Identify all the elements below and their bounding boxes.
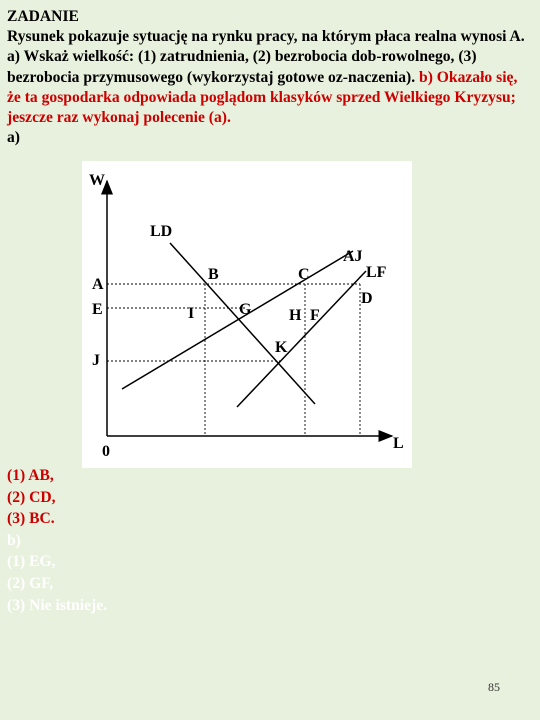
curve-lf-label: LF bbox=[366, 264, 387, 281]
point-f-label: F bbox=[310, 307, 320, 324]
labor-market-diagram bbox=[82, 161, 412, 468]
point-b-label: B bbox=[208, 266, 219, 283]
point-k-label: K bbox=[275, 339, 288, 356]
dotted-guides bbox=[107, 284, 360, 436]
answer-a-2: (2) CD, bbox=[7, 488, 56, 506]
point-i-label: I bbox=[188, 305, 195, 322]
wage-j-label: J bbox=[92, 352, 100, 369]
answer-b-label: b) bbox=[7, 531, 21, 549]
point-g-label: G bbox=[239, 301, 252, 318]
wage-e-label: E bbox=[92, 301, 103, 318]
answer-a-3: (3) BC. bbox=[7, 510, 55, 528]
page-number: 85 bbox=[488, 680, 500, 694]
point-d-label: D bbox=[361, 290, 373, 307]
axis-x-label: L bbox=[393, 435, 404, 452]
point-h-label: H bbox=[289, 307, 302, 324]
point-c-label: C bbox=[298, 266, 310, 283]
task-part-b: b) Okazało się, że ta gospodarka odpowiada poglądom klasyków sprzed Wielkiego Kryzysu; jeszcze raz wykonaj polecenie (a). bbox=[7, 68, 518, 127]
curve-ld-label: LD bbox=[150, 223, 173, 240]
curve-aj-label: AJ bbox=[343, 248, 363, 265]
answer-b-1: (1) EG, bbox=[7, 553, 56, 571]
origin-label: 0 bbox=[102, 443, 110, 460]
answers-block bbox=[7, 465, 107, 616]
answer-b-2: (2) GF, bbox=[7, 574, 54, 592]
answer-b-3: (3) Nie istnieje. bbox=[7, 596, 108, 614]
axis-y-label: W bbox=[89, 172, 105, 189]
task-text bbox=[7, 7, 535, 148]
answer-a-1: (1) AB, bbox=[7, 467, 54, 484]
wage-a-label: A bbox=[92, 276, 104, 293]
part-a-label: a) bbox=[7, 129, 20, 147]
task-heading: ZADANIE bbox=[7, 8, 79, 25]
task-intro: Rysunek pokazuje sytuację na rynku pracy, na którym płaca realna wynosi A. a) Wskaż wielkość: (1) zatrudnienia, (2) bezrobocia dob-rowolnego, (3) bezrobocia przymusowego (wykorzystaj gotowe oz-naczenia). bbox=[7, 28, 525, 86]
